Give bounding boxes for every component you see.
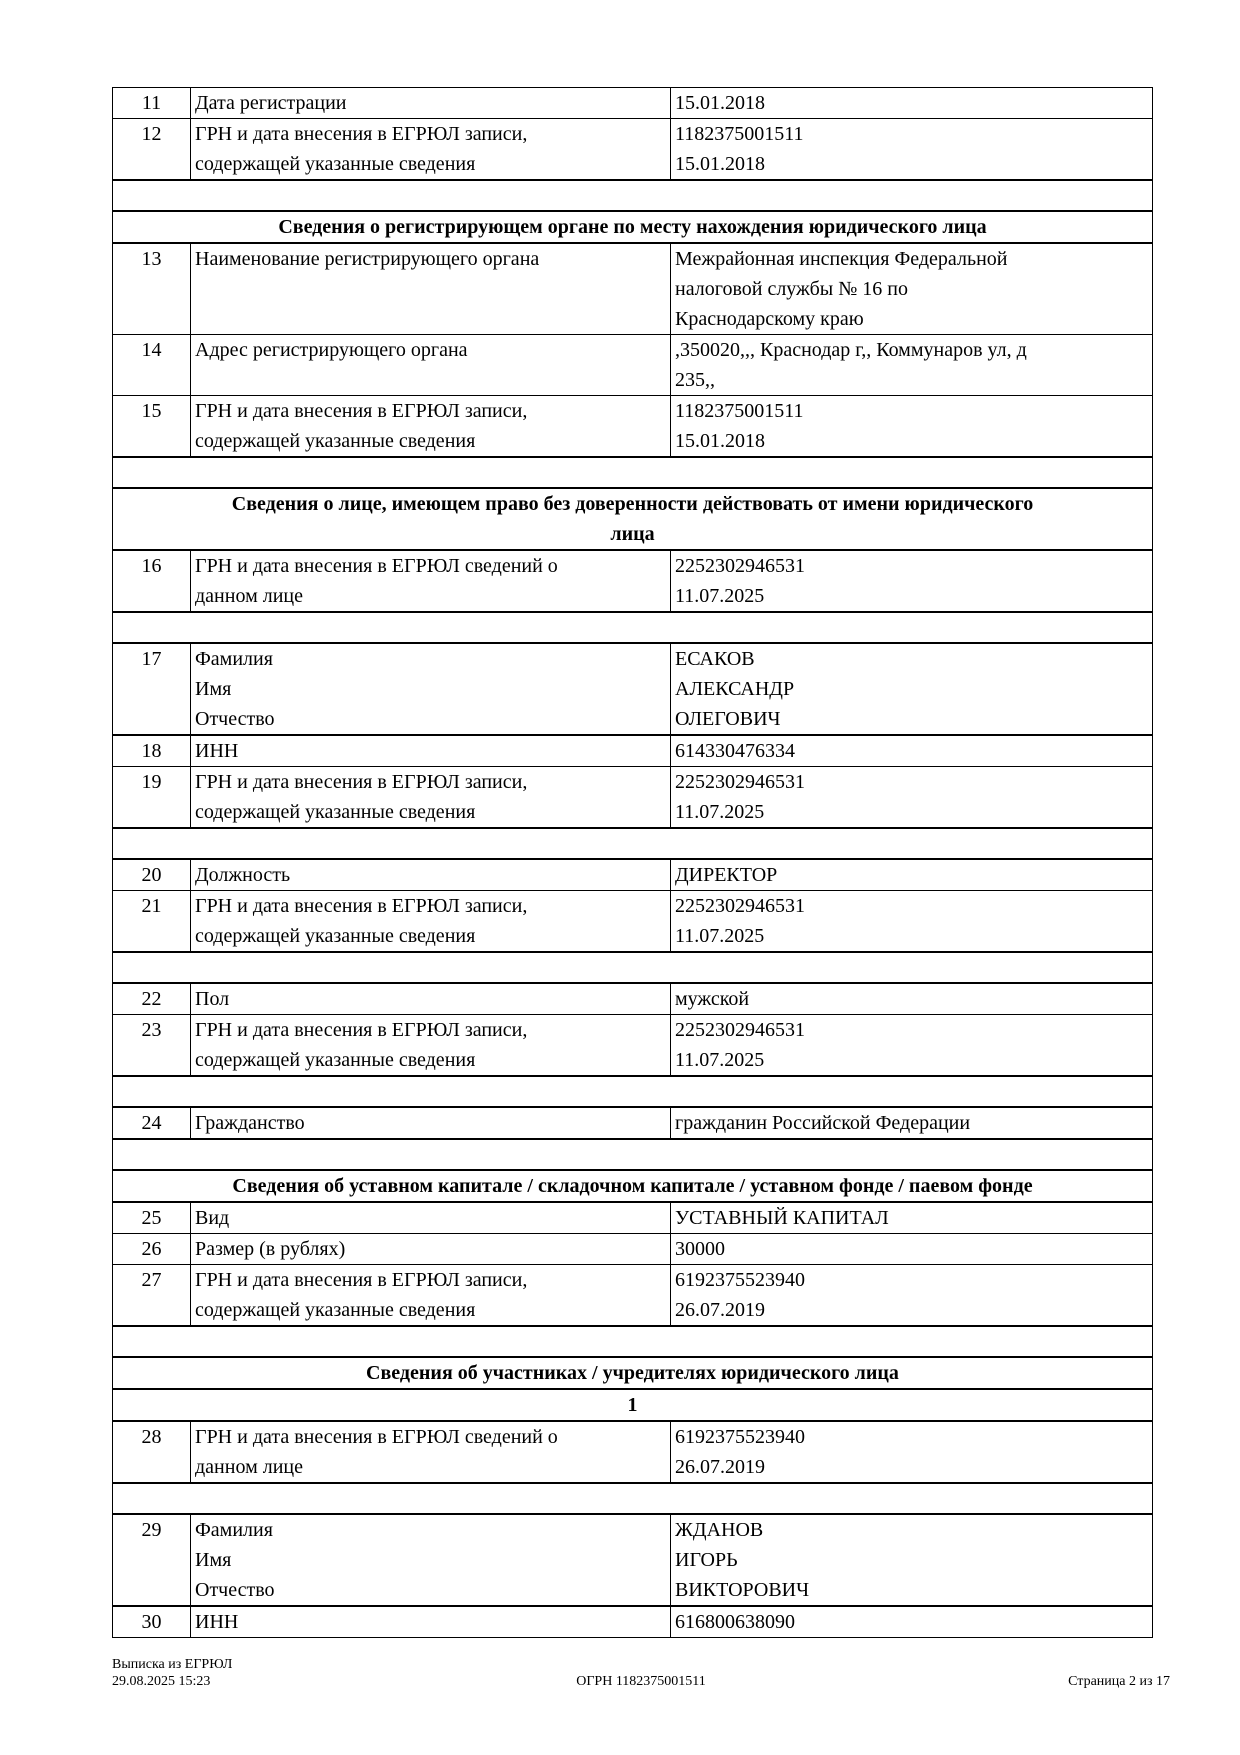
label-line: Отчество — [195, 1579, 275, 1601]
egrul-table — [112, 87, 1153, 1638]
row-number-cell: 23 — [113, 1015, 191, 1077]
row-label-cell — [191, 1202, 671, 1234]
table-row — [113, 767, 1153, 829]
label-line: ГРН и дата внесения в ЕГРЮЛ записи, — [195, 1269, 528, 1291]
label-line: Вид — [195, 1207, 230, 1229]
spacer-cell — [113, 457, 1153, 488]
row-number-cell: 12 — [113, 119, 191, 181]
value-line: УСТАВНЫЙ КАПИТАЛ — [675, 1207, 889, 1229]
value-line: 614330476334 — [675, 740, 795, 762]
row-number-cell: 22 — [113, 983, 191, 1015]
table-row — [113, 396, 1153, 458]
value-line: 11.07.2025 — [675, 925, 765, 947]
label-line: ИНН — [195, 1611, 239, 1633]
label-line: ГРН и дата внесения в ЕГРЮЛ сведений о — [195, 555, 558, 577]
row-value-cell — [671, 1202, 1153, 1234]
label-line: Размер (в рублях) — [195, 1238, 346, 1260]
value-line: гражданин Российской Федерации — [675, 1112, 971, 1134]
label-line: Фамилия — [195, 1519, 273, 1541]
table-row — [113, 1265, 1153, 1327]
row-number-cell: 26 — [113, 1234, 191, 1265]
row-value-cell — [671, 1234, 1153, 1265]
row-value-cell — [671, 983, 1153, 1015]
participant-index-row — [113, 1389, 1153, 1421]
label-line: ГРН и дата внесения в ЕГРЮЛ записи, — [195, 400, 528, 422]
row-value-cell — [671, 767, 1153, 829]
table-row — [113, 1015, 1153, 1077]
row-value-cell — [671, 119, 1153, 181]
label-line: ГРН и дата внесения в ЕГРЮЛ записи, — [195, 771, 528, 793]
table-row — [113, 1421, 1153, 1483]
table-row — [113, 643, 1153, 735]
section-header-row — [113, 1357, 1153, 1389]
value-line: 2252302946531 — [675, 771, 805, 793]
row-label-cell — [191, 643, 671, 735]
row-value-cell — [671, 1421, 1153, 1483]
row-label-cell — [191, 335, 671, 396]
footer-doc-type: Выписка из ЕГРЮЛ — [112, 1657, 233, 1672]
spacer-row — [113, 828, 1153, 859]
spacer-row — [113, 1139, 1153, 1170]
row-value-cell — [671, 643, 1153, 735]
spacer-cell — [113, 180, 1153, 211]
value-line: 11.07.2025 — [675, 1049, 765, 1071]
row-value-cell — [671, 1107, 1153, 1139]
row-number-cell: 30 — [113, 1606, 191, 1638]
spacer-row — [113, 1076, 1153, 1107]
spacer-cell — [113, 1483, 1153, 1514]
spacer-row — [113, 612, 1153, 643]
row-value-cell — [671, 1606, 1153, 1638]
value-line: 11.07.2025 — [675, 801, 765, 823]
row-label-cell — [191, 891, 671, 953]
row-number-cell: 14 — [113, 335, 191, 396]
row-number-cell: 18 — [113, 735, 191, 767]
table-row — [113, 891, 1153, 953]
value-line: мужской — [675, 988, 750, 1010]
label-line: ГРН и дата внесения в ЕГРЮЛ записи, — [195, 895, 528, 917]
row-value-cell — [671, 859, 1153, 891]
value-line: ОЛЕГОВИЧ — [675, 708, 781, 730]
value-line: Межрайонная инспекция Федеральной — [675, 248, 1008, 270]
row-number-cell: 28 — [113, 1421, 191, 1483]
row-label-cell — [191, 1514, 671, 1606]
label-line: Имя — [195, 678, 232, 700]
row-value-cell — [671, 1265, 1153, 1327]
section-header-row — [113, 1170, 1153, 1202]
label-line: ГРН и дата внесения в ЕГРЮЛ сведений о — [195, 1426, 558, 1448]
row-number-cell: 16 — [113, 550, 191, 612]
row-number-cell: 17 — [113, 643, 191, 735]
row-label-cell — [191, 88, 671, 119]
label-line: Дата регистрации — [195, 92, 347, 114]
row-number-cell: 24 — [113, 1107, 191, 1139]
label-line: содержащей указанные сведения — [195, 801, 476, 823]
label-line: Имя — [195, 1549, 232, 1571]
spacer-row — [113, 1326, 1153, 1357]
row-number-cell: 11 — [113, 88, 191, 119]
section-header-cell — [113, 1357, 1153, 1389]
label-line: содержащей указанные сведения — [195, 430, 476, 452]
section-header-row — [113, 488, 1153, 550]
footer-page-number: Страница 2 из 17 — [1068, 1674, 1170, 1689]
row-number-cell: 25 — [113, 1202, 191, 1234]
row-number-cell: 27 — [113, 1265, 191, 1327]
section-header-line: Сведения об уставном капитале / складочном капитале / уставном фонде / паевом фонде — [232, 1175, 1033, 1197]
row-label-cell — [191, 1107, 671, 1139]
label-line: ГРН и дата внесения в ЕГРЮЛ записи, — [195, 123, 528, 145]
table-row — [113, 550, 1153, 612]
label-line: содержащей указанные сведения — [195, 1049, 476, 1071]
section-header-line: Сведения о регистрирующем органе по месту нахождения юридического лица — [278, 216, 987, 238]
row-value-cell — [671, 1514, 1153, 1606]
spacer-cell — [113, 952, 1153, 983]
value-line: 6192375523940 — [675, 1269, 805, 1291]
section-header-cell — [113, 488, 1153, 550]
row-number-cell: 19 — [113, 767, 191, 829]
value-line: 616800638090 — [675, 1611, 795, 1633]
page-footer — [112, 1656, 1170, 1692]
value-line: ВИКТОРОВИЧ — [675, 1579, 810, 1601]
value-line: ЖДАНОВ — [675, 1519, 764, 1541]
section-header-cell — [113, 1170, 1153, 1202]
value-line: 26.07.2019 — [675, 1299, 765, 1321]
table-row — [113, 983, 1153, 1015]
label-line: Адрес регистрирующего органа — [195, 339, 468, 361]
section-header-cell — [113, 211, 1153, 243]
participant-index-cell: 1 — [113, 1389, 1153, 1421]
label-line: данном лице — [195, 1456, 303, 1478]
label-line: Пол — [195, 988, 230, 1010]
value-line: 15.01.2018 — [675, 92, 765, 114]
label-line: ИНН — [195, 740, 239, 762]
section-header-row — [113, 211, 1153, 243]
value-line: ИГОРЬ — [675, 1549, 738, 1571]
value-line: 6192375523940 — [675, 1426, 805, 1448]
spacer-cell — [113, 1076, 1153, 1107]
row-number-cell: 15 — [113, 396, 191, 458]
label-line: ГРН и дата внесения в ЕГРЮЛ записи, — [195, 1019, 528, 1041]
row-label-cell — [191, 396, 671, 458]
spacer-row — [113, 1483, 1153, 1514]
row-value-cell — [671, 735, 1153, 767]
value-line: 30000 — [675, 1238, 725, 1260]
label-line: Фамилия — [195, 648, 273, 670]
row-value-cell — [671, 88, 1153, 119]
row-value-cell — [671, 243, 1153, 335]
value-line: 15.01.2018 — [675, 153, 765, 175]
section-header-line: Сведения о лице, имеющем право без доверенности действовать от имени юридического — [231, 493, 1034, 515]
row-value-cell — [671, 891, 1153, 953]
table-row — [113, 1107, 1153, 1139]
value-line: налоговой службы № 16 по — [675, 278, 908, 300]
spacer-cell — [113, 1326, 1153, 1357]
row-number-cell: 13 — [113, 243, 191, 335]
value-line: 26.07.2019 — [675, 1456, 765, 1478]
table-row — [113, 1234, 1153, 1265]
table-row — [113, 1514, 1153, 1606]
value-line: Краснодарскому краю — [675, 308, 864, 330]
row-value-cell — [671, 396, 1153, 458]
label-line: Наименование регистрирующего органа — [195, 248, 540, 270]
value-line: 2252302946531 — [675, 895, 805, 917]
spacer-cell — [113, 1139, 1153, 1170]
table-row — [113, 1606, 1153, 1638]
spacer-cell — [113, 612, 1153, 643]
row-value-cell — [671, 550, 1153, 612]
value-line: ЕСАКОВ — [675, 648, 755, 670]
footer-datetime: 29.08.2025 15:23 — [112, 1674, 211, 1689]
label-line: Гражданство — [195, 1112, 305, 1134]
row-label-cell — [191, 1606, 671, 1638]
row-label-cell — [191, 983, 671, 1015]
label-line: Должность — [195, 864, 291, 886]
value-line: 11.07.2025 — [675, 585, 765, 607]
spacer-cell — [113, 828, 1153, 859]
row-label-cell — [191, 1015, 671, 1077]
row-number-cell: 29 — [113, 1514, 191, 1606]
row-label-cell — [191, 767, 671, 829]
value-line: 2252302946531 — [675, 1019, 805, 1041]
spacer-row — [113, 457, 1153, 488]
row-label-cell — [191, 243, 671, 335]
table-row — [113, 119, 1153, 181]
row-label-cell — [191, 859, 671, 891]
value-line: ,350020,,, Краснодар г,, Коммунаров ул, д — [675, 339, 1027, 361]
spacer-row — [113, 952, 1153, 983]
row-label-cell — [191, 1265, 671, 1327]
label-line: содержащей указанные сведения — [195, 925, 476, 947]
table-row — [113, 859, 1153, 891]
label-line: данном лице — [195, 585, 303, 607]
row-label-cell — [191, 1421, 671, 1483]
label-line: Отчество — [195, 708, 275, 730]
value-line: 1182375001511 — [675, 400, 804, 422]
row-label-cell — [191, 1234, 671, 1265]
section-header-line: Сведения об участниках / учредителях юридического лица — [366, 1362, 899, 1384]
table-row — [113, 88, 1153, 119]
label-line: содержащей указанные сведения — [195, 153, 476, 175]
spacer-row — [113, 180, 1153, 211]
value-line: 2252302946531 — [675, 555, 805, 577]
row-label-cell — [191, 119, 671, 181]
table-row — [113, 335, 1153, 396]
egrul-table-body — [113, 88, 1153, 1638]
table-row — [113, 243, 1153, 335]
value-line: ДИРЕКТОР — [675, 864, 778, 886]
table-row — [113, 1202, 1153, 1234]
value-line: 235,, — [675, 369, 715, 391]
row-label-cell — [191, 550, 671, 612]
label-line: содержащей указанные сведения — [195, 1299, 476, 1321]
section-header-line: лица — [610, 523, 655, 545]
row-number-cell: 21 — [113, 891, 191, 953]
row-label-cell — [191, 735, 671, 767]
value-line: 15.01.2018 — [675, 430, 765, 452]
row-value-cell — [671, 1015, 1153, 1077]
row-number-cell: 20 — [113, 859, 191, 891]
footer-left-block — [112, 1656, 232, 1690]
row-value-cell — [671, 335, 1153, 396]
value-line: 1182375001511 — [675, 123, 804, 145]
table-row — [113, 735, 1153, 767]
footer-ogrn: ОГРН 1182375001511 — [576, 1674, 706, 1689]
value-line: АЛЕКСАНДР — [675, 678, 795, 700]
